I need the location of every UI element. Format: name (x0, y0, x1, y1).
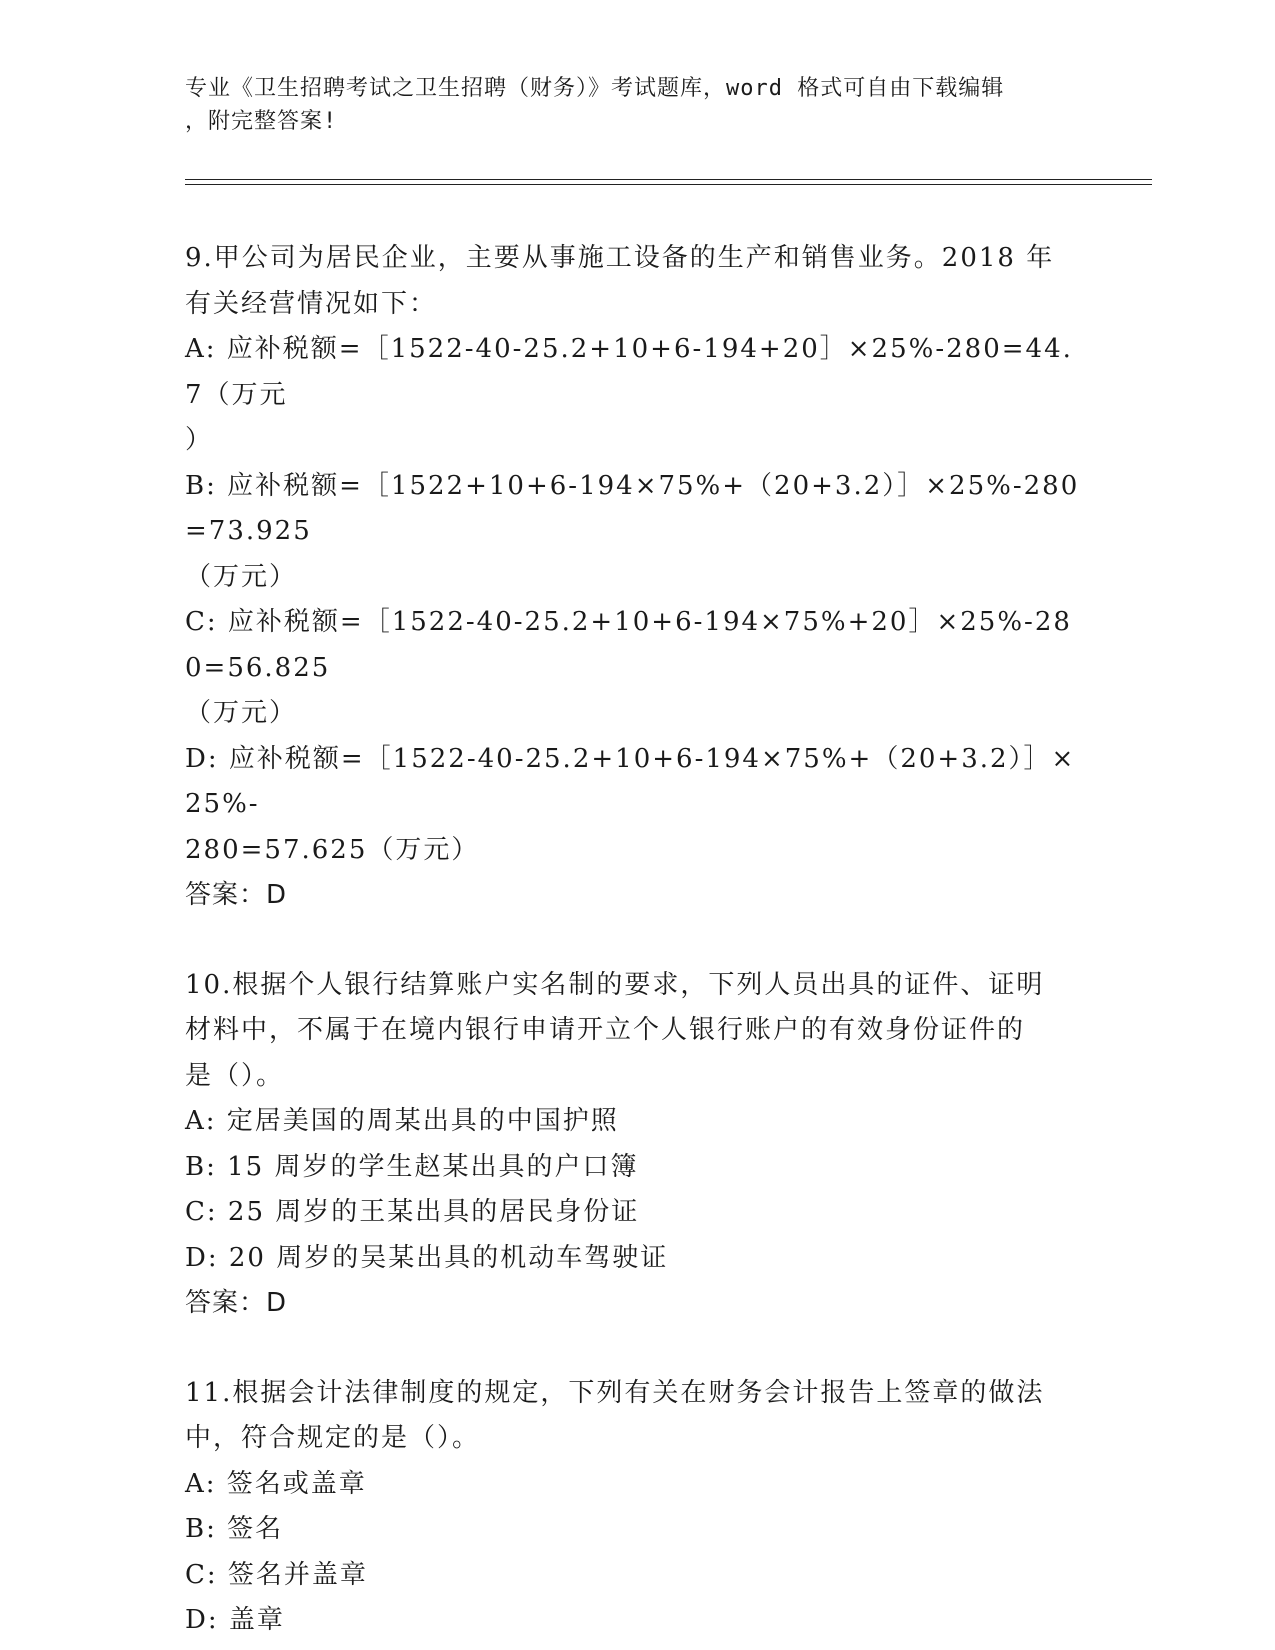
document-header (185, 72, 1075, 138)
option-a: A: 签名或盖章 (185, 1468, 367, 1499)
option-c (185, 600, 1085, 737)
question-11 (185, 1371, 1085, 1644)
header-line-2: ，附完整答案! (185, 109, 338, 134)
option-b (185, 464, 1085, 601)
question-text-line: 9.甲公司为居民企业，主要从事施工设备的生产和销售业务。2018 年 (185, 243, 1055, 273)
option-d: D: 盖章 (185, 1605, 285, 1635)
header-divider-bottom (185, 184, 1152, 185)
question-text-line: 材料中，不属于在境内银行申请开立个人银行账户的有效身份证件的 (185, 1015, 1026, 1045)
question-9 (185, 236, 1085, 919)
option-d: D: 20 周岁的吴某出具的机动车驾驶证 (185, 1242, 669, 1273)
question-text-line: 10.根据个人银行结算账户实名制的要求，下列人员出具的证件、证明 (185, 969, 1045, 1000)
option-c: C: 签名并盖章 (185, 1559, 368, 1590)
option-b: B: 签名 (185, 1514, 284, 1544)
header-divider-top (185, 179, 1152, 180)
answer-label: 答案：D (185, 1288, 288, 1318)
option-d (185, 737, 1085, 874)
option-text-line: B: 应补税额=［1522+10+6-194×75%+（20+3.2）］×25%-280=73.925 (185, 470, 1080, 546)
option-text-line: 280=57.625（万元） (185, 834, 480, 865)
option-text-line: （万元） (185, 698, 298, 728)
option-text-line: ） (185, 425, 214, 455)
header-line-1: 专业《卫生招聘考试之卫生招聘（财务）》考试题库，word 格式可自由下载编辑 (185, 76, 1005, 101)
question-text-line: 有关经营情况如下： (185, 288, 438, 319)
option-b: B: 15 周岁的学生赵某出具的户口簿 (185, 1151, 639, 1182)
question-text-line: 11.根据会计法律制度的规定，下列有关在财务会计报告上签章的做法 (185, 1377, 1045, 1408)
question-text-line: 是（）。 (185, 1060, 285, 1091)
option-a (185, 327, 1085, 464)
option-a: A: 定居美国的周某出具的中国护照 (185, 1106, 619, 1136)
answer-label: 答案：D (185, 880, 288, 910)
question-10 (185, 963, 1085, 1327)
option-text-line: （万元） (185, 561, 298, 592)
question-spacer (185, 919, 1085, 963)
question-spacer (185, 1327, 1085, 1371)
option-c: C: 25 周岁的王某出具的居民身份证 (185, 1197, 640, 1227)
option-text-line: C: 应补税额=［1522-40-25.2+10+6-194×75%+20］×25%-280=56.825 (185, 607, 1072, 683)
question-list (185, 236, 1085, 1644)
option-text-line: D: 应补税额=［1522-40-25.2+10+6-194×75%+（20+3.2）］×25%- (185, 743, 1076, 819)
question-text-line: 中，符合规定的是（）。 (185, 1423, 481, 1453)
option-text-line: A: 应补税额=［1522-40-25.2+10+6-194+20］×25%-280=44.7（万元 (185, 334, 1073, 410)
